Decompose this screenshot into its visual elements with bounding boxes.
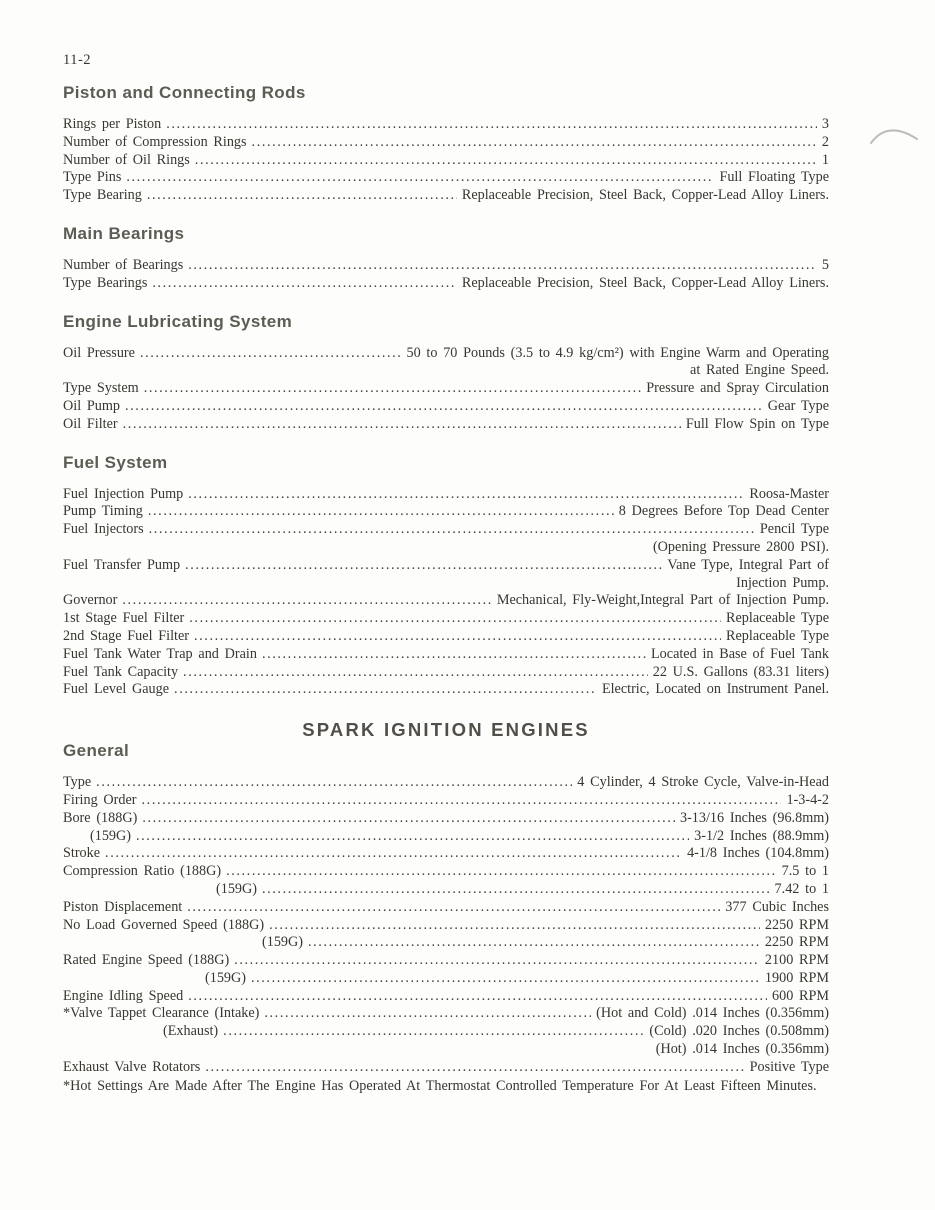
spec-label: (159G) <box>216 880 257 897</box>
spec-label: Piston Displacement <box>63 898 183 915</box>
spec-label: (Exhaust) <box>163 1023 219 1040</box>
dot-leader <box>174 681 597 699</box>
spec-row <box>63 134 829 152</box>
spec-row <box>63 970 829 988</box>
dot-leader <box>126 169 714 187</box>
spec-label: Rated Engine Speed (188G) <box>63 952 230 969</box>
spec-label: (159G) <box>90 827 131 844</box>
section-heading: Fuel System <box>63 452 168 472</box>
spec-content <box>63 52 829 1095</box>
dot-leader <box>144 380 642 398</box>
spec-label: Engine Idling Speed <box>63 987 184 1004</box>
dot-leader <box>188 988 767 1006</box>
spec-value: Roosa-Master <box>749 485 829 502</box>
spec-value: 50 to 70 Pounds (3.5 to 4.9 kg/cm²) with Engine Warm and Operating <box>406 344 829 361</box>
spec-row <box>63 774 829 792</box>
spec-section <box>63 83 829 205</box>
spec-label: Pump Timing <box>63 503 143 520</box>
spec-row <box>63 380 829 398</box>
dot-leader <box>188 257 817 275</box>
dot-leader <box>96 774 572 792</box>
spec-row <box>63 828 829 846</box>
spec-row <box>63 952 829 970</box>
spec-label: Fuel Injectors <box>63 521 144 538</box>
spec-section <box>63 312 829 434</box>
spec-row <box>63 934 829 952</box>
spec-label: Firing Order <box>63 791 137 808</box>
dot-leader <box>166 116 817 134</box>
scan-artifact-curve <box>868 118 920 148</box>
dot-leader <box>148 503 614 521</box>
spec-row <box>63 792 829 810</box>
dot-leader <box>188 486 744 504</box>
spec-row <box>63 345 829 363</box>
spec-value: (Hot and Cold) .014 Inches (0.356mm) <box>596 1005 829 1022</box>
spec-value: Replaceable Precision, Steel Back, Copper-Lead Alloy Liners. <box>461 274 829 291</box>
spec-label: *Valve Tappet Clearance (Intake) <box>63 1005 260 1022</box>
spec-row-continuation <box>63 362 829 380</box>
spec-row <box>63 521 829 539</box>
dot-leader <box>149 521 755 539</box>
spec-value: Electric, Located on Instrument Panel. <box>601 681 829 698</box>
spec-row <box>63 1005 829 1023</box>
spec-value: 3-1/2 Inches (88.9mm) <box>694 827 829 844</box>
dot-leader <box>152 275 457 293</box>
spec-row <box>63 628 829 646</box>
spec-row <box>63 398 829 416</box>
spec-row <box>63 988 829 1006</box>
spec-row <box>63 187 829 205</box>
spec-value: 2 <box>821 133 829 150</box>
spec-rows <box>63 774 829 1077</box>
spec-rows <box>63 116 829 205</box>
spec-value: 4 Cylinder, 4 Stroke Cycle, Valve-in-Head <box>577 774 829 791</box>
spec-label: Fuel Injection Pump <box>63 485 184 502</box>
spec-value: 4-1/8 Inches (104.8mm) <box>687 845 829 862</box>
dot-leader <box>140 345 402 363</box>
spec-row <box>63 416 829 434</box>
spec-label: No Load Governed Speed (188G) <box>63 916 265 933</box>
spec-value: 377 Cubic Inches <box>725 898 829 915</box>
spec-label: 1st Stage Fuel Filter <box>63 610 185 627</box>
spec-row-continuation <box>63 1041 829 1059</box>
dot-leader <box>205 1059 744 1077</box>
dot-leader <box>142 792 782 810</box>
spec-value: Replaceable Precision, Steel Back, Copper-Lead Alloy Liners. <box>461 187 829 204</box>
spec-row <box>63 592 829 610</box>
spec-label: Number of Bearings <box>63 256 184 273</box>
dot-leader <box>105 845 682 863</box>
spec-value: 5 <box>821 256 829 273</box>
spec-label: Exhaust Valve Rotators <box>63 1058 201 1075</box>
spec-label: Fuel Level Gauge <box>63 681 170 698</box>
spec-section <box>63 453 829 700</box>
dot-leader <box>136 828 689 846</box>
spec-value: Full Flow Spin on Type <box>685 415 829 432</box>
spec-label: Stroke <box>63 845 101 862</box>
dot-leader <box>183 664 648 682</box>
spec-label: Type System <box>63 380 139 397</box>
section-heading: Engine Lubricating System <box>63 311 293 331</box>
spec-value: Mechanical, Fly-Weight,Integral Part of Injection Pump. <box>496 592 829 609</box>
dot-leader <box>194 628 721 646</box>
spec-value: (Hot) .014 Inches (0.356mm) <box>655 1041 829 1058</box>
dot-leader <box>125 398 763 416</box>
spec-label: Type Bearings <box>63 274 148 291</box>
section-center-title: SPARK IGNITION ENGINES <box>302 719 590 741</box>
spec-value: 3 <box>821 116 829 132</box>
spec-row-continuation <box>63 575 829 593</box>
spec-value: Replaceable Type <box>726 627 829 644</box>
spec-row <box>63 845 829 863</box>
spec-value: (Opening Pressure 2800 PSI). <box>652 538 829 555</box>
spec-value: Gear Type <box>767 397 829 414</box>
spec-row <box>63 881 829 899</box>
spec-row <box>63 899 829 917</box>
page-number: 11-2 <box>63 52 92 68</box>
spec-row <box>63 557 829 575</box>
spec-value: 7.42 to 1 <box>774 880 829 897</box>
spec-value: 22 U.S. Gallons (83.31 liters) <box>652 663 829 680</box>
spec-label: Number of Compression Rings <box>63 133 247 150</box>
spec-value: (Cold) .020 Inches (0.508mm) <box>649 1023 829 1040</box>
section-heading: Piston and Connecting Rods <box>63 83 306 102</box>
spec-value: 1900 RPM <box>764 969 829 986</box>
spec-rows <box>63 486 829 700</box>
spec-value: Pencil Type <box>759 521 829 538</box>
spec-label: Oil Pressure <box>63 344 135 361</box>
spec-rows <box>63 345 829 434</box>
spec-value: 600 RPM <box>772 987 829 1004</box>
spec-row <box>63 169 829 187</box>
spec-row <box>63 486 829 504</box>
spec-value: Located in Base of Fuel Tank <box>651 645 829 662</box>
spec-row <box>63 863 829 881</box>
spec-row <box>63 810 829 828</box>
spec-label: Oil Filter <box>63 415 118 432</box>
spec-label: (159G) <box>262 934 303 951</box>
dot-leader <box>142 810 675 828</box>
spec-row <box>63 257 829 275</box>
spec-row <box>63 116 829 134</box>
spec-value: Replaceable Type <box>726 610 829 627</box>
spec-value: 2100 RPM <box>764 952 829 969</box>
spec-rows <box>63 257 829 293</box>
spec-section <box>63 224 829 293</box>
section-heading: Main Bearings <box>63 223 185 243</box>
dot-leader <box>264 1005 591 1023</box>
spec-row <box>63 275 829 293</box>
spec-value: Pressure and Spray Circulation <box>646 380 829 397</box>
section-heading: General <box>63 741 130 761</box>
dot-leader <box>189 610 721 628</box>
spec-value: 3-13/16 Inches (96.8mm) <box>679 809 829 826</box>
spec-label: Type <box>63 774 92 791</box>
dot-leader <box>262 646 646 664</box>
dot-leader <box>123 416 681 434</box>
spec-label: Type Bearing <box>63 187 142 204</box>
spec-value: 7.5 to 1 <box>781 863 829 880</box>
spec-row <box>63 1059 829 1077</box>
dot-leader <box>185 557 662 575</box>
spec-row <box>63 152 829 170</box>
spec-value: 2250 RPM <box>764 934 829 951</box>
spec-label: Rings per Piston <box>63 116 162 132</box>
dot-leader <box>308 934 760 952</box>
dot-leader <box>234 952 760 970</box>
spec-label: Governor <box>63 592 118 609</box>
spec-row <box>63 681 829 699</box>
dot-leader <box>269 917 760 935</box>
spec-value: Vane Type, Integral Part of <box>667 556 829 573</box>
spec-row <box>63 917 829 935</box>
spec-label: Fuel Tank Capacity <box>63 663 179 680</box>
spec-label: Fuel Tank Water Trap and Drain <box>63 645 257 662</box>
spec-label: Fuel Transfer Pump <box>63 556 181 573</box>
dot-leader <box>262 881 770 899</box>
spec-row <box>63 503 829 521</box>
spec-value: Full Floating Type <box>719 169 829 186</box>
spec-value: Positive Type <box>749 1058 829 1075</box>
spec-label: Bore (188G) <box>63 809 138 826</box>
spec-value: Injection Pump. <box>736 574 829 591</box>
dot-leader <box>122 592 491 610</box>
spec-row <box>63 646 829 664</box>
dot-leader <box>251 970 760 988</box>
spec-value: 1 <box>821 151 829 168</box>
spec-label: Compression Ratio (188G) <box>63 863 222 880</box>
spec-label: (159G) <box>205 969 246 986</box>
spec-label: 2nd Stage Fuel Filter <box>63 627 190 644</box>
dot-leader <box>226 863 777 881</box>
spec-row <box>63 1023 829 1041</box>
dot-leader <box>195 152 817 170</box>
spec-row <box>63 664 829 682</box>
spec-section <box>63 719 829 1095</box>
dot-leader <box>187 899 720 917</box>
spec-label: Oil Pump <box>63 397 120 414</box>
spec-label: Type Pins <box>63 169 122 186</box>
spec-value: 1-3-4-2 <box>786 791 829 808</box>
spec-value: 2250 RPM <box>764 916 829 933</box>
spec-value: at Rated Engine Speed. <box>690 362 829 379</box>
dot-leader <box>223 1023 644 1041</box>
sections-root <box>63 83 829 1095</box>
dot-leader <box>147 187 457 205</box>
spec-row-continuation <box>63 539 829 557</box>
section-footnote: *Hot Settings Are Made After The Engine Has Operated At Thermostat Controlled Temperature For At Least Fifteen Minutes. <box>63 1077 817 1094</box>
spec-value: 8 Degrees Before Top Dead Center <box>618 503 829 520</box>
dot-leader <box>252 134 817 152</box>
spec-row <box>63 610 829 628</box>
spec-label: Number of Oil Rings <box>63 151 190 168</box>
